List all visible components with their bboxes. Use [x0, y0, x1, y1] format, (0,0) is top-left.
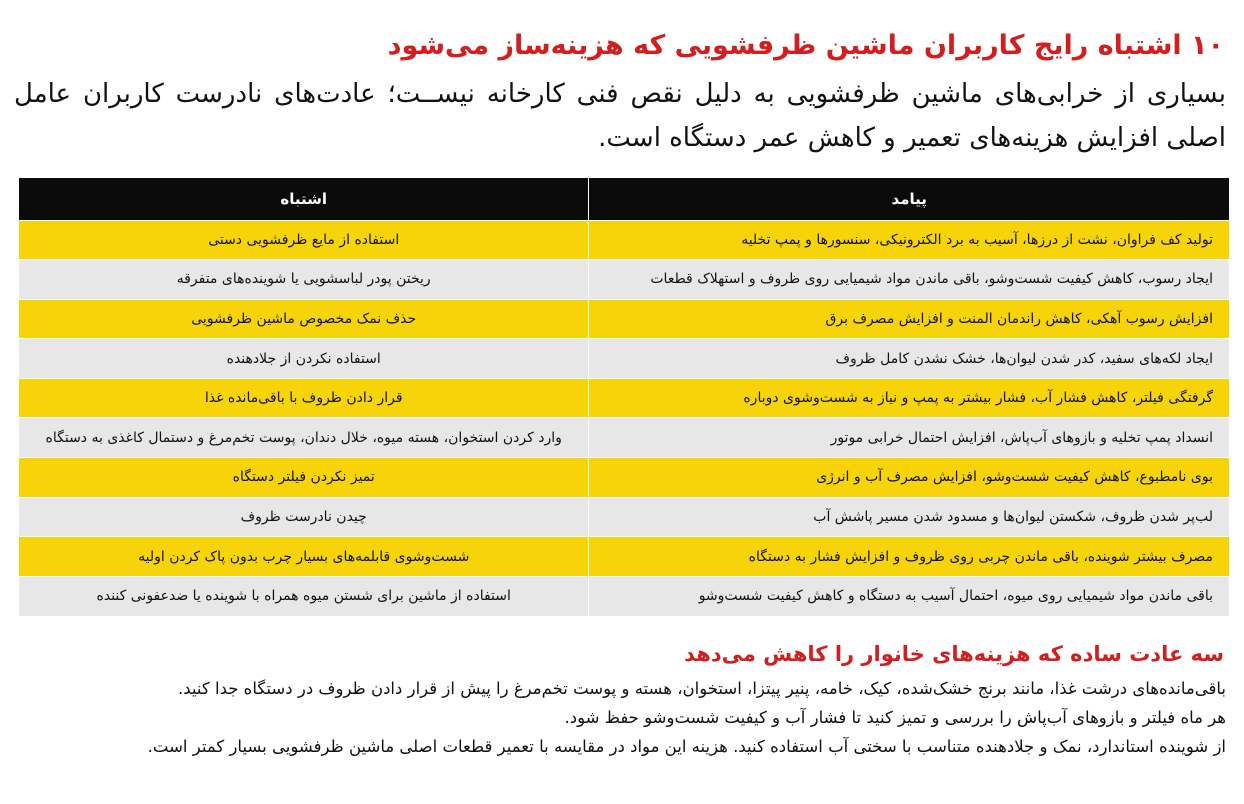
- table-row: [19, 260, 1229, 300]
- tip-item: باقی‌مانده‌های درشت غذا، مانند برنج خشک‌شده، کیک، خامه، پنیر پیتزا، استخوان، هسته و پوست تخم‌مرغ را پیش از قرار دادن ظروف در دستگاه جدا کنید.: [178, 679, 1226, 698]
- mistake-cell: شست‌وشوی قابلمه‌های بسیار چرب بدون پاک کردن اولیه: [19, 537, 589, 577]
- table-row: [19, 458, 1229, 498]
- tips-list: [18, 674, 1226, 761]
- mistake-cell: حذف نمک مخصوص ماشین ظرفشویی: [19, 299, 589, 339]
- mistake-cell: استفاده از ماشین برای شستن میوه همراه با شوینده یا ضدعفونی کننده: [19, 576, 589, 616]
- consequence-cell: افزایش رسوب آهکی، کاهش راندمان المنت و افزایش مصرف برق: [589, 299, 1229, 339]
- consequence-cell: لب‌پر شدن ظروف، شکستن لیوان‌ها و مسدود شدن مسیر پاشش آب: [589, 497, 1229, 537]
- consequence-cell: تولید کف فراوان، نشت از درزها، آسیب به برد الکترونیکی، سنسورها و پمپ تخلیه: [589, 220, 1229, 260]
- consequence-cell: ایجاد لکه‌های سفید، کدر شدن لیوان‌ها، خشک نشدن کامل ظروف: [589, 339, 1229, 379]
- tip-item: هر ماه فیلتر و بازوهای آب‌پاش را بررسی و تمیز کنید تا فشار آب و کیفیت شست‌وشو حفظ شود.: [564, 708, 1226, 727]
- consequence-cell: گرفتگی فیلتر، کاهش فشار آب، فشار بیشتر به پمپ و نیاز به شست‌وشوی دوباره: [589, 378, 1229, 418]
- header-consequence: پیامد: [589, 178, 1229, 220]
- table-row: [19, 378, 1229, 418]
- consequence-cell: مصرف بیشتر شوینده، باقی ماندن چربی روی ظروف و افزایش فشار به دستگاه: [589, 537, 1229, 577]
- mistake-cell: وارد کردن استخوان، هسته میوه، خلال دندان، پوست تخم‌مرغ و دستمال کاغذی به دستگاه: [19, 418, 589, 458]
- mistake-cell: استفاده نکردن از جلادهنده: [19, 339, 589, 379]
- mistake-cell: تمیز نکردن فیلتر دستگاه: [19, 458, 589, 498]
- table-row: [19, 339, 1229, 379]
- mistake-cell: قرار دادن ظروف با باقی‌مانده غذا: [19, 378, 589, 418]
- consequence-cell: انسداد پمپ تخلیه و بازوهای آب‌پاش، افزایش احتمال خرابی موتور: [589, 418, 1229, 458]
- table-row: [19, 497, 1229, 537]
- consequence-cell: ایجاد رسوب، کاهش کیفیت شست‌وشو، باقی ماندن مواد شیمیایی روی ظروف و استهلاک قطعات: [589, 260, 1229, 300]
- table-row: [19, 299, 1229, 339]
- mistakes-table-container: [19, 178, 1229, 616]
- headline: ۱۰ اشتباه رایج کاربران ماشین ظرفشویی که هزینه‌ساز می‌شود: [387, 30, 1224, 61]
- table-row: [19, 418, 1229, 458]
- mistake-cell: چیدن نادرست ظروف: [19, 497, 589, 537]
- header-mistake: اشتباه: [19, 178, 589, 220]
- consequence-cell: باقی ماندن مواد شیمیایی روی میوه، احتمال آسیب به دستگاه و کاهش کیفیت شست‌وشو: [589, 576, 1229, 616]
- tips-title: سه عادت ساده که هزینه‌های خانوار را کاهش می‌دهد: [684, 642, 1224, 666]
- mistakes-table: [19, 178, 1229, 616]
- tip-item: از شوینده استاندارد، نمک و جلادهنده متناسب با سختی آب استفاده کنید. هزینه این مواد در مقایسه با تعمیر قطعات اصلی ماشین ظرفشویی بسیار کمتر است.: [147, 737, 1226, 756]
- intro-paragraph: بسیاری از خرابی‌های ماشین ظرفشویی به دلیل نقص فنی کارخانه نیســت؛ عادت‌های نادرست کاربران عامل اصلی افزایش هزینه‌های تعمیر و کاهش عمر دستگاه است.: [14, 79, 1226, 153]
- table-header-row: [19, 178, 1229, 220]
- mistake-cell: ریختن پودر لباسشویی یا شوینده‌های متفرقه: [19, 260, 589, 300]
- table-row: [19, 576, 1229, 616]
- table-row: [19, 537, 1229, 577]
- consequence-cell: بوی نامطبوع، کاهش کیفیت شست‌وشو، افزایش مصرف آب و انرژی: [589, 458, 1229, 498]
- mistake-cell: استفاده از مایع ظرفشویی دستی: [19, 220, 589, 260]
- table-row: [19, 220, 1229, 260]
